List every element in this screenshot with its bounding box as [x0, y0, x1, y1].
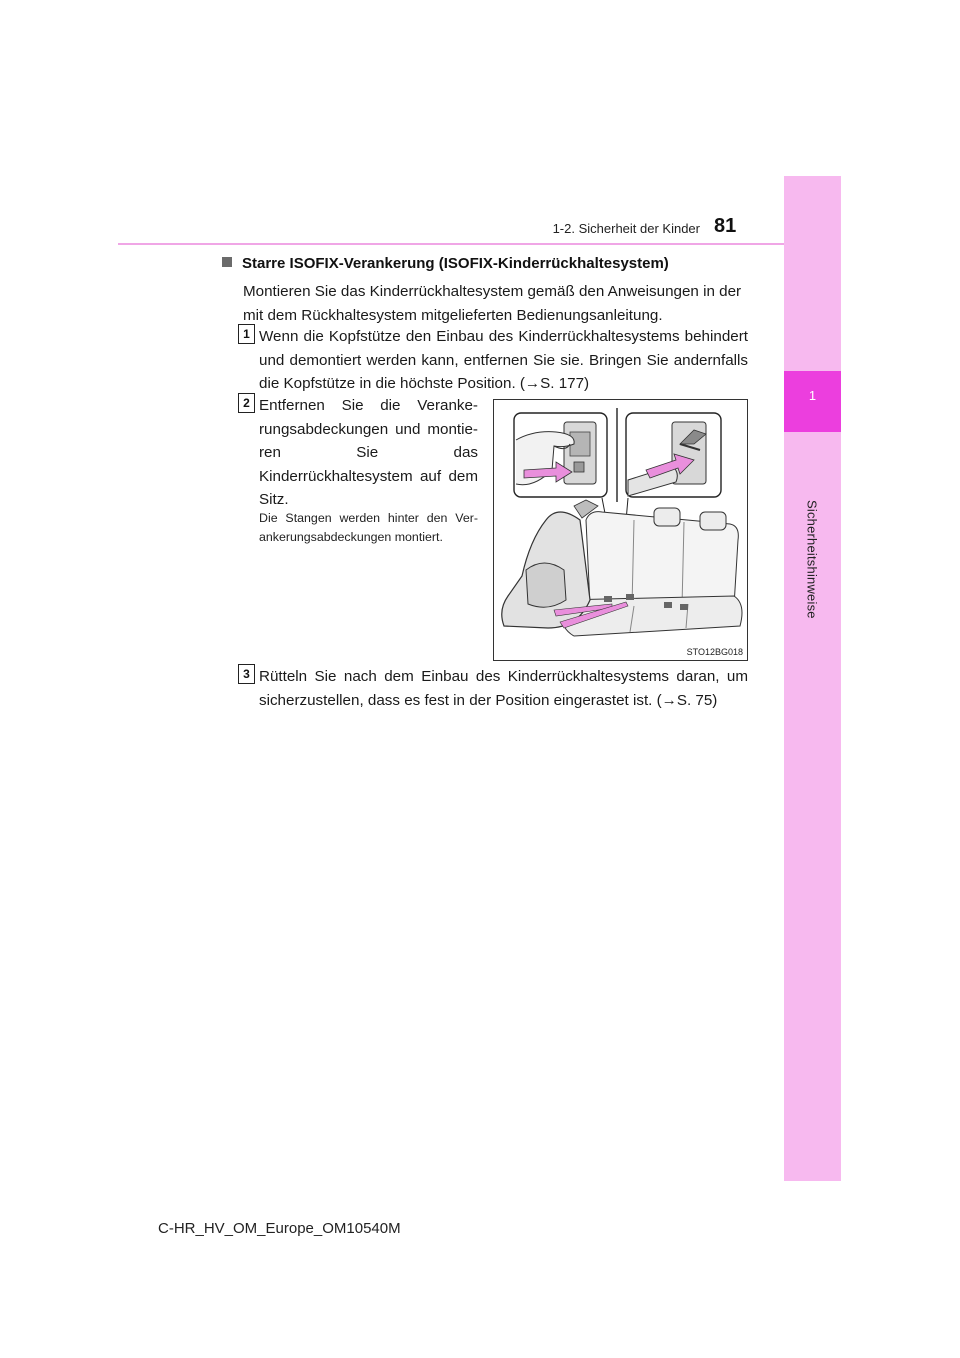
header-divider [118, 243, 784, 245]
section-heading-text: Starre ISOFIX-Verankerung (ISOFIX-Kinderrückhaltesystem) [242, 255, 669, 272]
section-heading [222, 255, 669, 272]
step-2-text: Entfernen Sie die Veranke-rungsabdeckungen und montie-ren Sie das Kinderrückhaltesystem auf dem Sitz. [259, 397, 478, 508]
step-2-note: Die Stangen werden hinter den Ver-ankerungsabdeckungen montiert. [259, 511, 478, 544]
chapter-number: 1 [808, 388, 817, 403]
chapter-side-tab [784, 176, 841, 1181]
step-2-badge: 2 [238, 393, 255, 413]
isofix-installation-illustration-icon [494, 400, 746, 659]
chapter-label-text: Sicherheitshinweise [804, 500, 820, 619]
chapter-label [783, 500, 841, 619]
figure-code: STO12BG018 [686, 647, 743, 657]
step-1-badge: 1 [238, 324, 255, 344]
step-3-text: Rütteln Sie nach dem Einbau des Kinderrückhaltesystems daran, um sicherzustellen, dass es fest in der Position eingerastet ist. (→S. 75) [259, 668, 748, 709]
heading-square-icon [222, 257, 232, 267]
intro-paragraph: Montieren Sie das Kinderrückhaltesystem gemäß den Anweisungen in der mit dem Rückhaltesystem mitgelieferten Bedienungsanleitung. [243, 283, 742, 324]
step-1-text: Wenn die Kopfstütze den Einbau des Kinderrückhaltesystems behindert und demontiert werden kann, entfernen Sie sie. Bringen Sie andernfalls die Kopfstütze in die höchste Position. (→S. 177) [259, 328, 748, 392]
step-3-badge: 3 [238, 664, 255, 684]
page-number: 81 [714, 215, 737, 237]
footer-document-code: C-HR_HV_OM_Europe_OM10540M [158, 1220, 401, 1237]
header-section-title: 1-2. Sicherheit der Kinder [552, 221, 700, 236]
isofix-figure [493, 399, 748, 661]
